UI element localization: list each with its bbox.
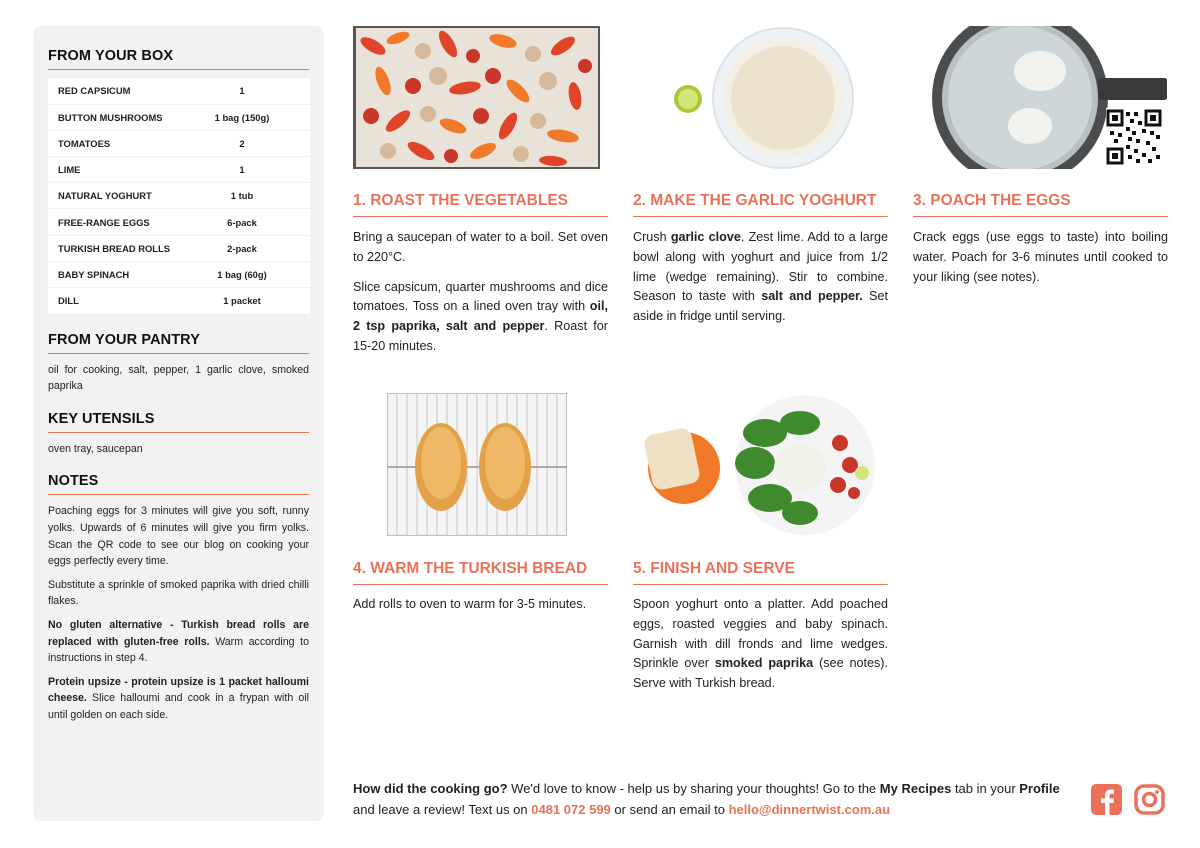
step-4-text: Add rolls to oven to warm for 3-5 minutes.: [353, 597, 587, 611]
step-2-text: Crush garlic clove. Zest lime. Add to a large bowl along with yoghurt and juice from 1/2 lime (wedge remaining). Stir to combine. Season to taste with salt and pepper. Set aside in fridge until serving.: [633, 230, 888, 324]
step-3-title: 3. POACH THE EGGS: [913, 192, 1168, 217]
step-2-title: 2. MAKE THE GARLIC YOGHURT: [633, 192, 888, 217]
ingredient-name: TURKISH BREAD ROLLS: [48, 235, 214, 261]
feedback-question: How did the cooking go?: [353, 781, 508, 796]
ingredient-row: [48, 235, 310, 261]
ingredient-name: BABY SPINACH: [48, 261, 214, 287]
ingredient-name: DILL: [58, 295, 79, 307]
ingredient-name: LIME: [48, 157, 214, 183]
instagram-icon[interactable]: [1134, 784, 1165, 820]
profile-ref: Profile: [1019, 781, 1060, 796]
step-4-title: 4. WARM THE TURKISH BREAD: [353, 560, 608, 585]
step-1-text-2: Slice capsicum, quarter mushrooms and dice tomatoes. Toss on a lined oven tray with oil, 2 tsp paprika, salt and pepper. Roast for 15-20 minutes.: [353, 279, 608, 353]
step-5-title: 5. FINISH AND SERVE: [633, 560, 888, 585]
ingredient-name: TOMATOES: [48, 130, 214, 156]
ingredient-qty: 1: [214, 78, 310, 104]
ingredients-table: [48, 78, 310, 314]
roast-vegetables-photo: [353, 26, 600, 169]
ingredient-qty: 2: [214, 130, 310, 156]
ingredient-name: RED CAPSICUM: [48, 78, 214, 104]
ingredient-name: FREE-RANGE EGGS: [48, 209, 214, 235]
note-protein: Protein upsize - protein upsize is 1 packet halloumi cheese. Slice halloumi and cook in a frypan with oil until golden on each side.: [48, 675, 309, 721]
from-box-heading: FROM YOUR BOX: [48, 48, 309, 70]
ingredient-qty: 1: [214, 157, 310, 183]
step-5-text: Spoon yoghurt onto a platter. Add poached eggs, roasted veggies and baby spinach. Garnish with dill fronds and lime wedges. Sprinkle over smoked paprika (see notes). Serve with Turkish bread.: [633, 597, 888, 691]
step-5-body: [633, 595, 888, 704]
step-3-body: [913, 228, 1168, 297]
utensils-heading: KEY UTENSILS: [48, 411, 309, 433]
ingredient-row: [48, 261, 310, 287]
email-link[interactable]: hello@dinnertwist.com.au: [728, 802, 891, 817]
ingredient-row: [48, 104, 310, 130]
ingredient-row: [48, 288, 310, 314]
note-substitute: Substitute a sprinkle of smoked paprika with dried chilli flakes.: [48, 578, 309, 608]
step-4-body: [353, 595, 608, 625]
finish-serve-photo: [640, 393, 880, 536]
notes-body: [48, 503, 309, 723]
ingredient-row: [48, 183, 310, 209]
note-gluten: No gluten alternative - Turkish bread rolls are replaced with gluten-free rolls. Warm according to instructions in step 4.: [48, 619, 309, 665]
ingredient-row: [48, 209, 310, 235]
feedback-footer: How did the cooking go? We'd love to know - help us by sharing your thoughts! Go to the My Recipes tab in your Profile and leave a review! Text us on 0481 072 599 or send an email to hello@dinnertwist.com.au: [353, 781, 1060, 817]
ingredient-row: [48, 130, 310, 156]
facebook-icon[interactable]: [1091, 784, 1122, 820]
ingredient-name: BUTTON MUSHROOMS: [48, 104, 214, 130]
ingredient-row: [48, 157, 310, 183]
notes-heading: NOTES: [48, 473, 309, 495]
phone-number[interactable]: 0481 072 599: [531, 802, 611, 817]
my-recipes-ref: My Recipes: [879, 781, 952, 796]
step-2-body: [633, 228, 888, 337]
step-1-text-1: Bring a saucepan of water to a boil. Set oven to 220°C.: [353, 230, 608, 264]
pantry-text: oil for cooking, salt, pepper, 1 garlic clove, smoked paprika: [48, 363, 309, 393]
ingredient-qty: 2-pack: [214, 235, 310, 261]
ingredients-sidebar: [33, 26, 324, 821]
ingredient-qty: 1 packet: [223, 295, 261, 307]
step-3-text: Crack eggs (use eggs to taste) into boiling water. Poach for 3-6 minutes until cooked to your liking (see notes).: [913, 230, 1168, 284]
ingredient-name: NATURAL YOGHURT: [48, 183, 214, 209]
note-poaching: Poaching eggs for 3 minutes will give you soft, runny yolks. Upwards of 6 minutes will give you firm yolks. Scan the QR code to see our blog on cooking your eggs perfectly every time.: [48, 505, 309, 568]
pantry-heading: FROM YOUR PANTRY: [48, 332, 309, 354]
ingredient-qty: 6-pack: [214, 209, 310, 235]
ingredient-qty: 1 bag (150g): [214, 104, 310, 130]
garlic-yoghurt-photo: [660, 26, 860, 169]
turkish-bread-photo: [387, 393, 567, 536]
utensils-text: oven tray, saucepan: [48, 442, 143, 455]
ingredient-qty: 1 tub: [214, 183, 310, 209]
step-1-body: [353, 228, 608, 367]
qr-code[interactable]: [1106, 109, 1162, 165]
step-1-title: 1. ROAST THE VEGETABLES: [353, 192, 608, 217]
ingredient-qty: 1 bag (60g): [214, 261, 310, 287]
ingredient-row: [48, 78, 310, 104]
